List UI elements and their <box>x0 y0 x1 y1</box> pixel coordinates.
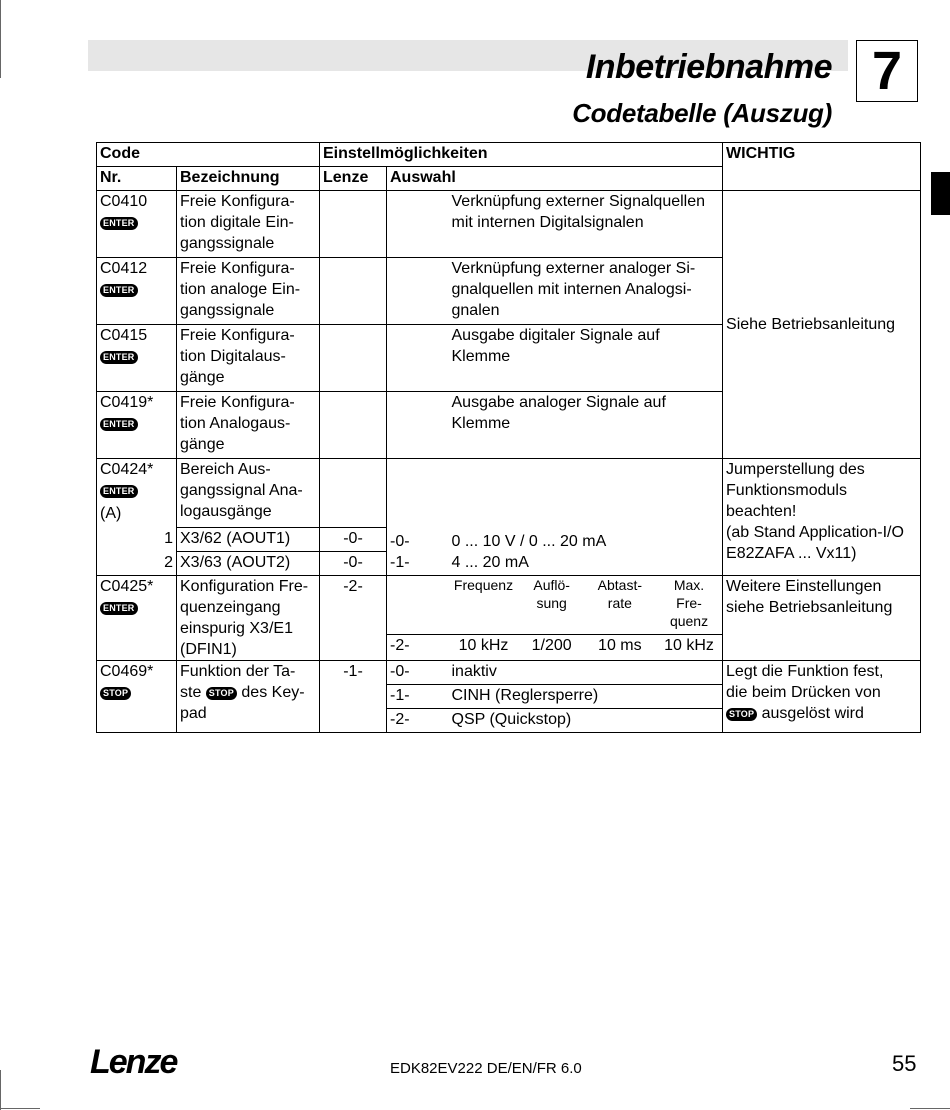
col-frequenz: Frequenz <box>453 577 514 593</box>
bezeichnung: Freie Konfigura- tion Digitalaus- gänge <box>177 325 320 392</box>
option-code: -0- <box>387 528 449 552</box>
bezeichnung-text: ste <box>180 684 202 701</box>
stop-key-icon: STOP <box>100 687 131 700</box>
chapter-side-tab <box>931 172 950 215</box>
subindex-2-bezeichnung: X3/63 (AOUT2) <box>177 552 320 576</box>
code-table <box>96 142 921 733</box>
wichtig-line: Legt die Funktion fest, <box>726 663 884 680</box>
lenze-cell: -2- <box>320 576 387 661</box>
value-aufloesung: 1/200 <box>531 637 572 655</box>
code-nr: C0419* <box>100 394 154 411</box>
lenze-logo: Lenze <box>90 1043 177 1081</box>
code-nr-cell <box>97 191 177 258</box>
auswahl-text <box>449 459 723 528</box>
wichtig-text: ausgelöst wird <box>761 705 864 722</box>
code-nr: C0410 <box>100 193 148 210</box>
code-nr-cell <box>97 661 177 733</box>
wichtig-cell: Siehe Betriebsanleitung <box>723 191 921 459</box>
frequency-header-cell <box>449 576 723 635</box>
table-row <box>97 191 921 258</box>
enter-key-icon: ENTER <box>100 284 138 297</box>
header-auswahl: Auswahl <box>387 167 723 191</box>
code-subindex-label: (A) <box>100 505 122 522</box>
bezeichnung: Konfiguration Fre- quenzeingang einspurig X3/E1 (DFIN1) <box>177 576 320 661</box>
frequency-values-cell <box>449 635 723 661</box>
header-wichtig: WICHTIG <box>723 143 921 191</box>
lenze-cell <box>320 325 387 392</box>
col-aufloesung: Auflö- sung <box>533 577 570 611</box>
auswahl-code-cell <box>387 325 449 392</box>
enter-key-icon: ENTER <box>100 351 138 364</box>
header-code: Code <box>97 143 320 167</box>
bezeichnung: Freie Konfigura- tion analoge Ein- gangssignale <box>177 258 320 325</box>
table-header-row <box>97 143 921 167</box>
subindex-2-lenze: -0- <box>320 552 387 576</box>
table-row <box>97 661 921 685</box>
chapter-number: 7 <box>871 41 903 101</box>
code-nr-cell <box>97 258 177 325</box>
auswahl-text: Ausgabe digitaler Signale auf Klemme <box>449 325 723 392</box>
table-row <box>97 576 921 635</box>
option-text: inaktiv <box>449 661 723 685</box>
wichtig-line: die beim Drücken von <box>726 684 881 701</box>
auswahl-text: Verknüpfung externer Signalquellen mit internen Digitalsignalen <box>449 191 723 258</box>
bezeichnung: Bereich Aus- gangssignal Ana- logausgänge <box>177 459 320 528</box>
code-nr: C0469* <box>100 663 154 680</box>
wichtig-cell: Jumperstellung des Funktionsmoduls beachten! (ab Stand Application-I/O E82ZAFA ... Vx11) <box>723 459 921 576</box>
value-abtastrate: 10 ms <box>598 637 642 655</box>
wichtig-cell: Weitere Einstellungen siehe Betriebsanleitung <box>723 576 921 661</box>
subindex-1: 1 <box>97 528 177 552</box>
option-code: -0- <box>387 661 449 685</box>
auswahl-code-cell <box>387 392 449 459</box>
lenze-cell <box>320 459 387 528</box>
auswahl-text: Verknüpfung externer analoger Si- gnalquellen mit internen Analogsi- gnalen <box>449 258 723 325</box>
enter-key-icon: ENTER <box>100 485 138 498</box>
code-nr: C0425* <box>100 578 154 595</box>
header-bezeichnung: Bezeichnung <box>177 167 320 191</box>
code-nr-cell <box>97 392 177 459</box>
bezeichnung-text: des Key- <box>241 684 305 701</box>
lenze-cell <box>320 191 387 258</box>
auswahl-code-cell <box>387 459 449 528</box>
header-einstellmoeglichkeiten: Einstellmöglichkeiten <box>320 143 723 167</box>
code-nr-cell <box>97 325 177 392</box>
bezeichnung: Freie Konfigura- tion Analogaus- gänge <box>177 392 320 459</box>
header-nr: Nr. <box>97 167 177 191</box>
crop-mark <box>910 1108 950 1109</box>
bezeichnung <box>177 661 320 733</box>
value-frequenz: 10 kHz <box>458 637 509 655</box>
chapter-number-box <box>856 40 918 102</box>
stop-key-icon: STOP <box>206 687 237 700</box>
option-text: 4 ... 20 mA <box>449 552 723 576</box>
code-nr: C0424* <box>100 461 154 478</box>
chapter-title: Inbetriebnahme <box>585 48 832 86</box>
auswahl-code-cell <box>387 258 449 325</box>
stop-key-icon: STOP <box>726 708 757 721</box>
wichtig-cell <box>723 661 921 733</box>
option-code: -2- <box>387 635 449 661</box>
document-id: EDK82EV222 DE/EN/FR 6.0 <box>390 1060 582 1077</box>
header-lenze: Lenze <box>320 167 387 191</box>
subindex-2: 2 <box>97 552 177 576</box>
page-number: 55 <box>892 1051 917 1076</box>
section-title: Codetabelle (Auszug) <box>572 98 832 128</box>
option-code: -1- <box>387 685 449 709</box>
enter-key-icon: ENTER <box>100 418 138 431</box>
crop-mark <box>0 1108 40 1109</box>
col-abtastrate: Abtast- rate <box>597 577 643 611</box>
enter-key-icon: ENTER <box>100 217 138 230</box>
bezeichnung-line: pad <box>180 705 207 722</box>
option-text: QSP (Quickstop) <box>449 709 723 733</box>
lenze-cell <box>320 258 387 325</box>
option-code: -2- <box>387 709 449 733</box>
lenze-cell <box>320 392 387 459</box>
code-nr: C0412 <box>100 260 148 277</box>
code-nr-cell <box>97 459 177 528</box>
option-code: -1- <box>387 552 449 576</box>
auswahl-text: Ausgabe analoger Signale auf Klemme <box>449 392 723 459</box>
subindex-1-lenze: -0- <box>320 528 387 552</box>
value-max-frequenz: 10 kHz <box>664 637 714 655</box>
enter-key-icon: ENTER <box>100 602 138 615</box>
bezeichnung-line: Funktion der Ta- <box>180 663 296 680</box>
auswahl-code-cell <box>387 191 449 258</box>
option-text: CINH (Reglersperre) <box>449 685 723 709</box>
crop-mark <box>0 1070 1 1110</box>
code-nr: C0415 <box>100 327 148 344</box>
table-row <box>97 459 921 528</box>
col-max-frequenz: Max. Fre- quenz <box>669 577 709 629</box>
crop-mark <box>0 0 1 78</box>
option-text: 0 ... 10 V / 0 ... 20 mA <box>449 528 723 552</box>
code-nr-cell <box>97 576 177 661</box>
lenze-cell: -1- <box>320 661 387 733</box>
bezeichnung: Freie Konfigura- tion digitale Ein- gangssignale <box>177 191 320 258</box>
subindex-1-bezeichnung: X3/62 (AOUT1) <box>177 528 320 552</box>
auswahl-code-cell <box>387 576 449 635</box>
